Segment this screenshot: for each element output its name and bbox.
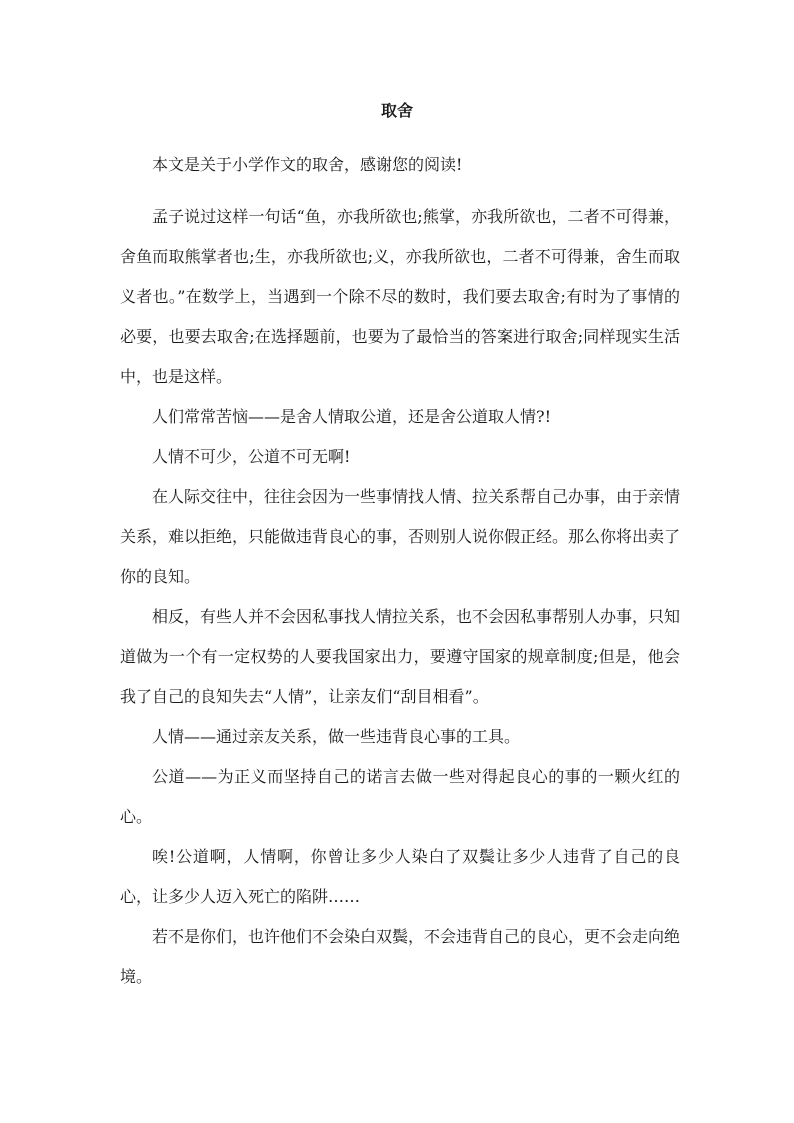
document-title: 取舍 bbox=[380, 101, 413, 120]
paragraph-dilemma: 人们常常苦恼——是舍人情取公道，还是舍公道取人情?! bbox=[152, 407, 552, 426]
paragraph-conclusion: 若不是你们，也许他们不会染白双鬓，不会违背自己的良心，更不会走向绝境。 bbox=[120, 927, 681, 986]
paragraph-intro: 本文是关于小学作文的取舍，感谢您的阅读! bbox=[152, 155, 463, 174]
paragraph-social-relations: 在人际交往中，往往会因为一些事情找人情、拉关系帮自己办事，由于亲情关系，难以拒绝，只能做违背良心的事，否则别人说你假正经。那么你将出卖了你的良知。 bbox=[120, 487, 681, 586]
paragraph-mencius-quote: 孟子说过这样一句话“鱼，亦我所欲也;熊掌，亦我所欲也，二者不可得兼，舍鱼而取熊掌者也;生，亦我所欲也;义，亦我所欲也，二者不可得兼，舍生而取义者也。”在数学上，当遇到一个除不尽的数时，我们要去取舍;有时为了事情的必要，也要去取舍;在选择题前，也要为了最恰当的答案进行取舍;同样现实生活中，也是这样。 bbox=[120, 207, 680, 386]
paragraph-gongdao-definition: 公道——为正义而坚持自己的诺言去做一些对得起良心的事的一颗火红的心。 bbox=[120, 767, 680, 826]
paragraph-contrast: 相反，有些人并不会因私事找人情拉关系，也不会因私事帮别人办事，只知道做为一个有一定权势的人要我国家出力，要遵守国家的规章制度;但是，他会我了自己的良知失去“人情”，让亲友们“刮目相看”。 bbox=[120, 607, 681, 706]
paragraph-renqing-definition: 人情——通过亲友关系，做一些违背良心事的工具。 bbox=[152, 727, 521, 746]
paragraph-both-needed: 人情不可少，公道不可无啊! bbox=[152, 447, 351, 466]
paragraph-lament: 唉!公道啊，人情啊，你曾让多少人染白了双鬓让多少人违背了自己的良心，让多少人迈入死亡的陷阱…… bbox=[120, 847, 680, 906]
document-body bbox=[120, 145, 680, 997]
